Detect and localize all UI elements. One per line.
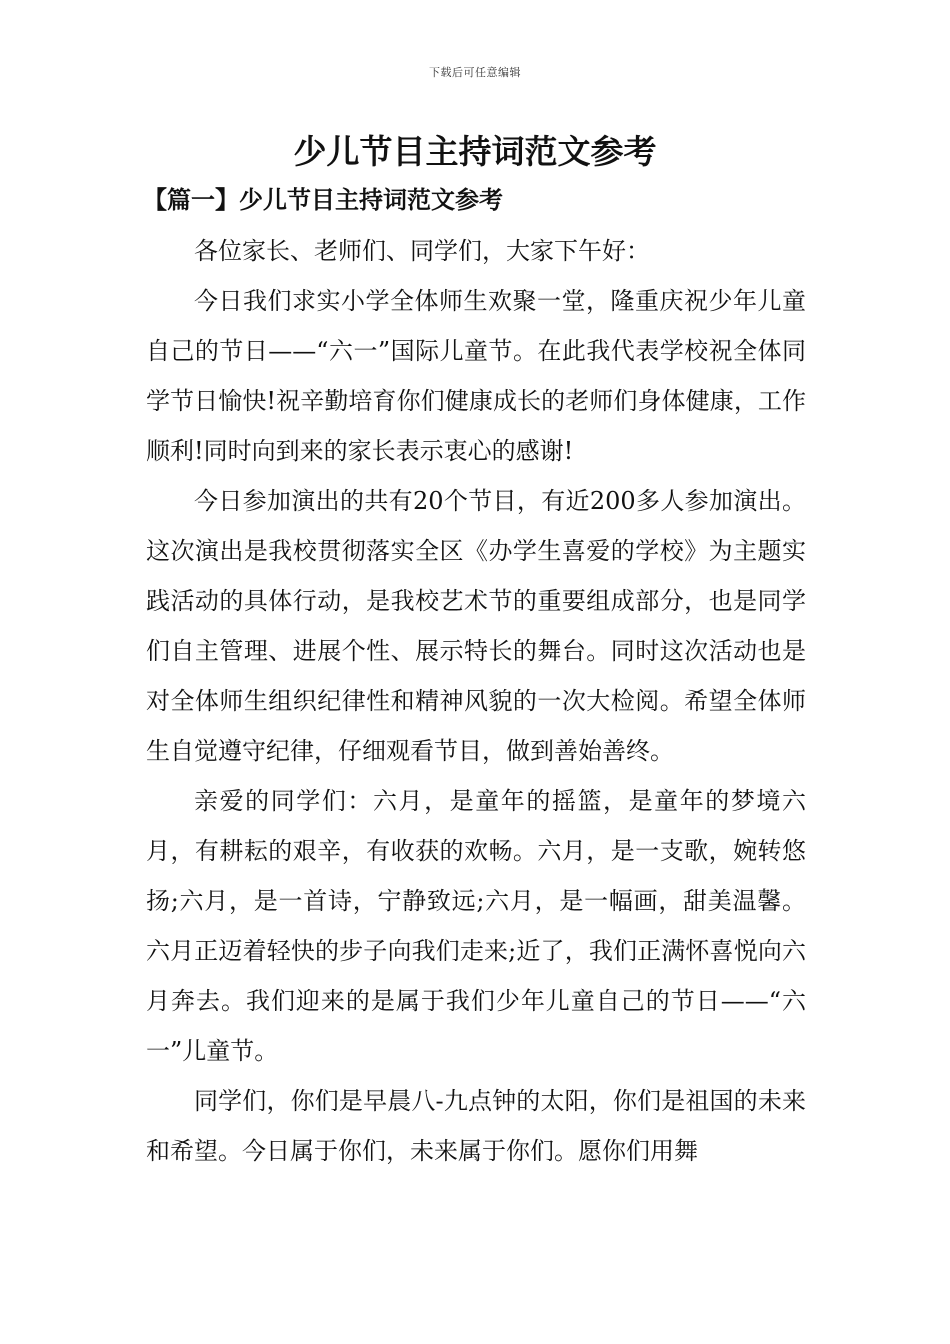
paragraph: 今日我们求实小学全体师生欢聚一堂，隆重庆祝少年儿童自己的节日——“六一”国际儿童节。在此我代表学校祝全体同学节日愉快!祝辛勤培育你们健康成长的老师们身体健康，工作顺利!同时向到来的家长表示衷心的感谢!	[146, 287, 806, 465]
document-body	[146, 226, 806, 1176]
document-title: 少儿节目主持词范文参考	[293, 132, 657, 171]
section-heading: 【篇一】少儿节目主持词范文参考	[143, 185, 503, 214]
paragraph-greeting: 各位家长、老师们、同学们，大家下午好：	[194, 237, 650, 265]
paragraph: 亲爱的同学们：六月，是童年的摇篮，是童年的梦境六月，有耕耘的艰辛，有收获的欢畅。六月，是一支歌，婉转悠扬;六月，是一首诗，宁静致远;六月，是一幅画，甜美温馨。六月正迈着轻快的步子向我们走来;近了，我们正满怀喜悦向六月奔去。我们迎来的是属于我们少年儿童自己的节日——“六一”儿童节。	[146, 787, 806, 1065]
header-note: 下载后可任意编辑	[429, 66, 521, 79]
paragraph: 同学们，你们是早晨八-九点钟的太阳，你们是祖国的未来和希望。今日属于你们，未来属于你们。愿你们用舞	[146, 1087, 806, 1165]
paragraph: 今日参加演出的共有20个节目，有近200多人参加演出。这次演出是我校贯彻落实全区《办学生喜爱的学校》为主题实践活动的具体行动，是我校艺术节的重要组成部分，也是同学们自主管理、进展个性、展示特长的舞台。同时这次活动也是对全体师生组织纪律性和精神风貌的一次大检阅。希望全体师生自觉遵守纪律，仔细观看节目，做到善始善终。	[146, 487, 806, 765]
